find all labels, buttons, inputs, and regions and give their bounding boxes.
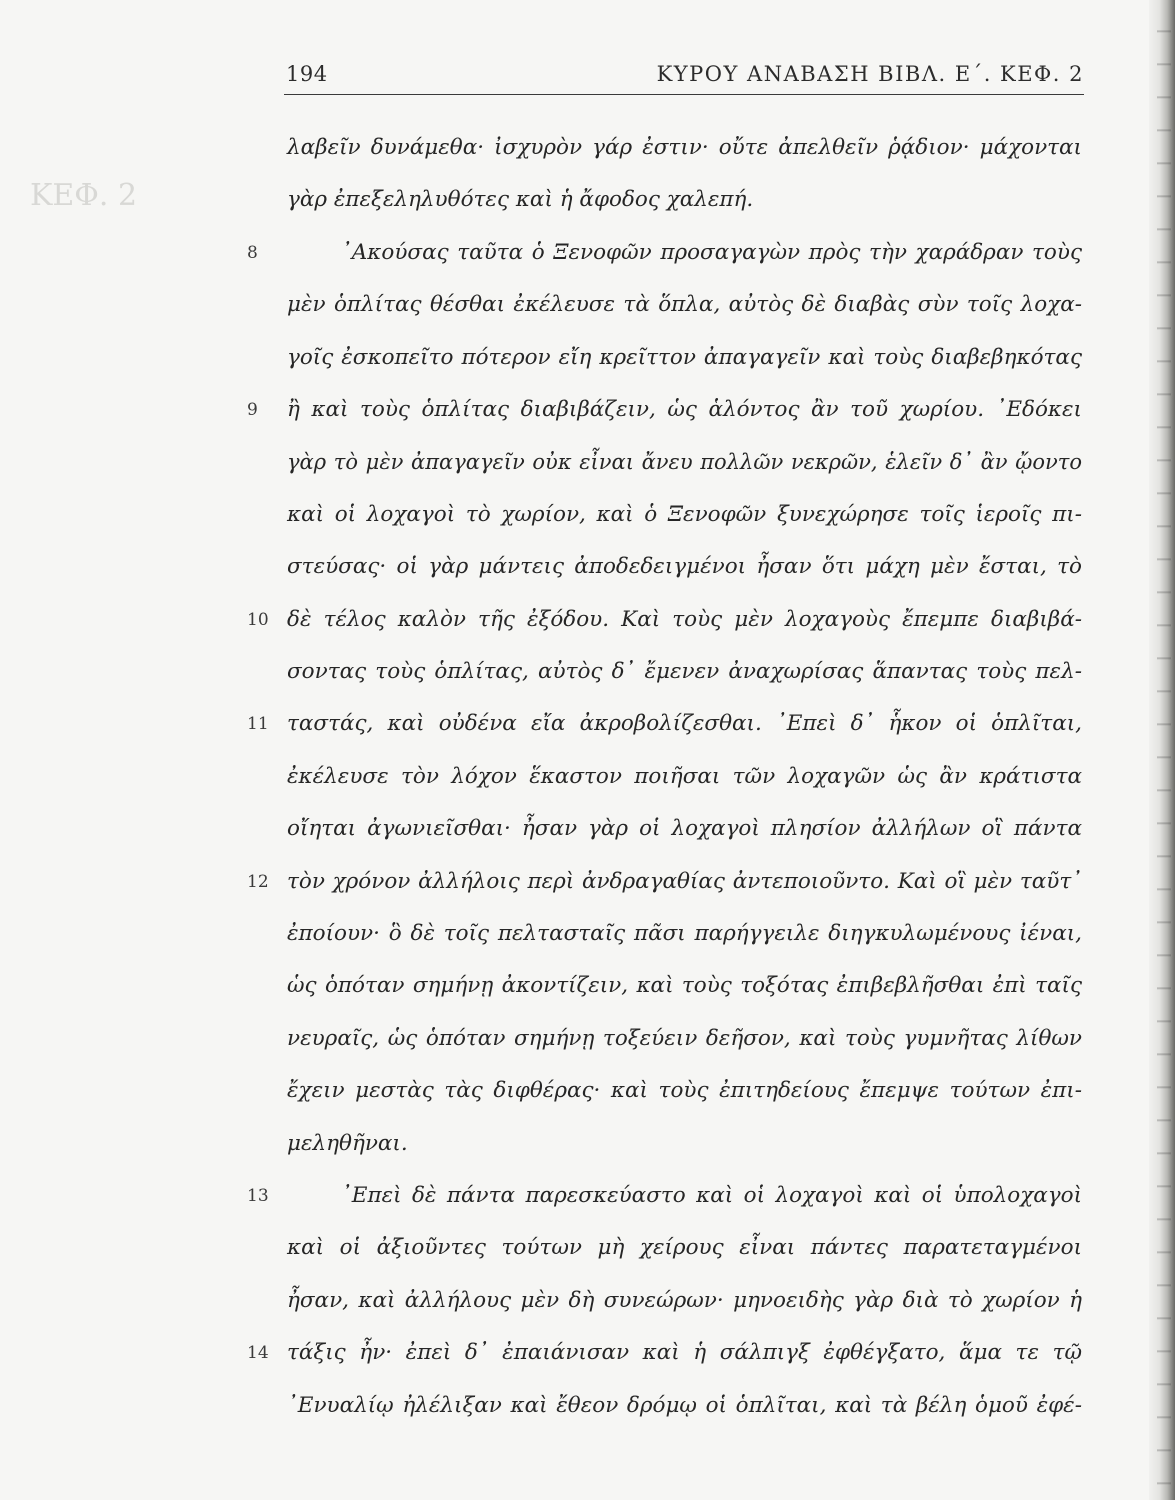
text-line: ᾽Ενυαλίῳ ἠλέλιξαν καὶ ἔθεον δρόμῳ οἱ ὁπλῖται, καὶ τὰ βέλη ὁμοῦ ἐφέ- (287, 1393, 1082, 1418)
text-line: γὰρ ἐπεξεληλυθότες καὶ ἡ ἄφοδος χαλεπή. (287, 187, 754, 212)
section-number: 12 (247, 872, 269, 892)
text-line: ἢ καὶ τοὺς ὁπλίτας διαβιβάζειν, ὡς ἁλόντος ἂν τοῦ χωρίου. ᾽Εδόκει (287, 397, 1082, 422)
text-line: στεύσας· οἱ γὰρ μάντεις ἀποδεδειγμένοι ἦσαν ὅτι μάχη μὲν ἔσται, τὸ (287, 554, 1082, 579)
text-line: σοντας τοὺς ὁπλίτας, αὐτὸς δ᾽ ἔμενεν ἀναχωρίσας ἅπαντας τοὺς πελ- (287, 659, 1082, 684)
section-number: 14 (247, 1343, 269, 1363)
text-line: ἔχειν μεστὰς τὰς διφθέρας· καὶ τοὺς ἐπιτηδείους ἔπεμψε τούτων ἐπι- (287, 1078, 1082, 1103)
text-line: ὡς ὁπόταν σημήνῃ ἀκοντίζειν, καὶ τοὺς τοξότας ἐπιβεβλῆσθαι ἐπὶ ταῖς (287, 973, 1082, 998)
section-number: 13 (247, 1186, 269, 1206)
text-line: μεληθῆναι. (287, 1131, 408, 1156)
running-head: ΚΥΡΟΥ ΑΝΑΒΑΣΗ ΒΙΒΛ. Ε΄. ΚΕΦ. 2 (656, 62, 1084, 86)
text-line: ᾽Επεὶ δὲ πάντα παρεσκεύαστο καὶ οἱ λοχαγοὶ καὶ οἱ ὑπολοχαγοὶ (341, 1183, 1082, 1208)
text-line: γοῖς ἐσκοπεῖτο πότερον εἴη κρεῖττον ἀπαγαγεῖν καὶ τοὺς διαβεβηκότας (287, 345, 1082, 370)
text-line: καὶ οἱ ἀξιοῦντες τούτων μὴ χείρους εἶναι πάντες παρατεταγμένοι (287, 1235, 1082, 1260)
section-number: 9 (247, 400, 258, 420)
text-line: ἐκέλευσε τὸν λόχον ἕκαστον ποιῆσαι τῶν λοχαγῶν ὡς ἂν κράτιστα (287, 764, 1082, 789)
text-line: οἴηται ἀγωνιεῖσθαι· ἦσαν γὰρ οἱ λοχαγοὶ πλησίον ἀλλήλων οἳ πάντα (287, 816, 1082, 841)
section-number: 8 (247, 243, 258, 263)
text-line: ταστάς, καὶ οὐδένα εἴα ἀκροβολίζεσθαι. ᾽Επεὶ δ᾽ ἧκον οἱ ὁπλῖται, (287, 711, 1082, 736)
text-line: νευραῖς, ὡς ὁπόταν σημήνῃ τοξεύειν δεῆσον, καὶ τοὺς γυμνῆτας λίθων (287, 1026, 1082, 1051)
section-number: 11 (247, 714, 269, 734)
show-through-mark: ΚΕΦ. 2 (30, 178, 138, 213)
text-line: ἦσαν, καὶ ἀλλήλους μὲν δὴ συνεώρων· μηνοειδὴς γὰρ διὰ τὸ χωρίον ἡ (287, 1288, 1082, 1313)
text-line: καὶ οἱ λοχαγοὶ τὸ χωρίον, καὶ ὁ Ξενοφῶν ξυνεχώρησε τοῖς ἱεροῖς πι- (287, 502, 1082, 527)
section-number: 10 (247, 610, 269, 630)
page-number: 194 (286, 62, 328, 86)
text-line: ἐποίουν· ὃ δὲ τοῖς πελτασταῖς πᾶσι παρήγγειλε διηγκυλωμένους ἰέναι, (287, 921, 1082, 946)
text-line: τὸν χρόνον ἀλλήλοις περὶ ἀνδραγαθίας ἀντεποιοῦντο. Καὶ οἳ μὲν ταῦτ᾽ (287, 869, 1082, 894)
text-line: γὰρ τὸ μὲν ἀπαγαγεῖν οὐκ εἶναι ἄνευ πολλῶν νεκρῶν, ἑλεῖν δ᾽ ἂν ᾤοντο (287, 450, 1082, 474)
text-line: ᾽Ακούσας ταῦτα ὁ Ξενοφῶν προσαγαγὼν πρὸς τὴν χαράδραν τοὺς (341, 240, 1082, 265)
text-line: μὲν ὁπλίτας θέσθαι ἐκέλευσε τὰ ὅπλα, αὐτὸς δὲ διαβὰς σὺν τοῖς λοχα- (287, 292, 1082, 317)
text-line: δὲ τέλος καλὸν τῆς ἐξόδου. Καὶ τοὺς μὲν λοχαγοὺς ἔπεμπε διαβιβά- (287, 607, 1082, 632)
text-line: λαβεῖν δυνάμεθα· ἰσχυρὸν γάρ ἐστιν· οὔτε ἀπελθεῖν ῥᾴδιον· μάχονται (287, 135, 1082, 160)
text-line: τάξις ἦν· ἐπεὶ δ᾽ ἐπαιάνισαν καὶ ἡ σάλπιγξ ἐφθέγξατο, ἅμα τε τῷ (287, 1340, 1082, 1365)
